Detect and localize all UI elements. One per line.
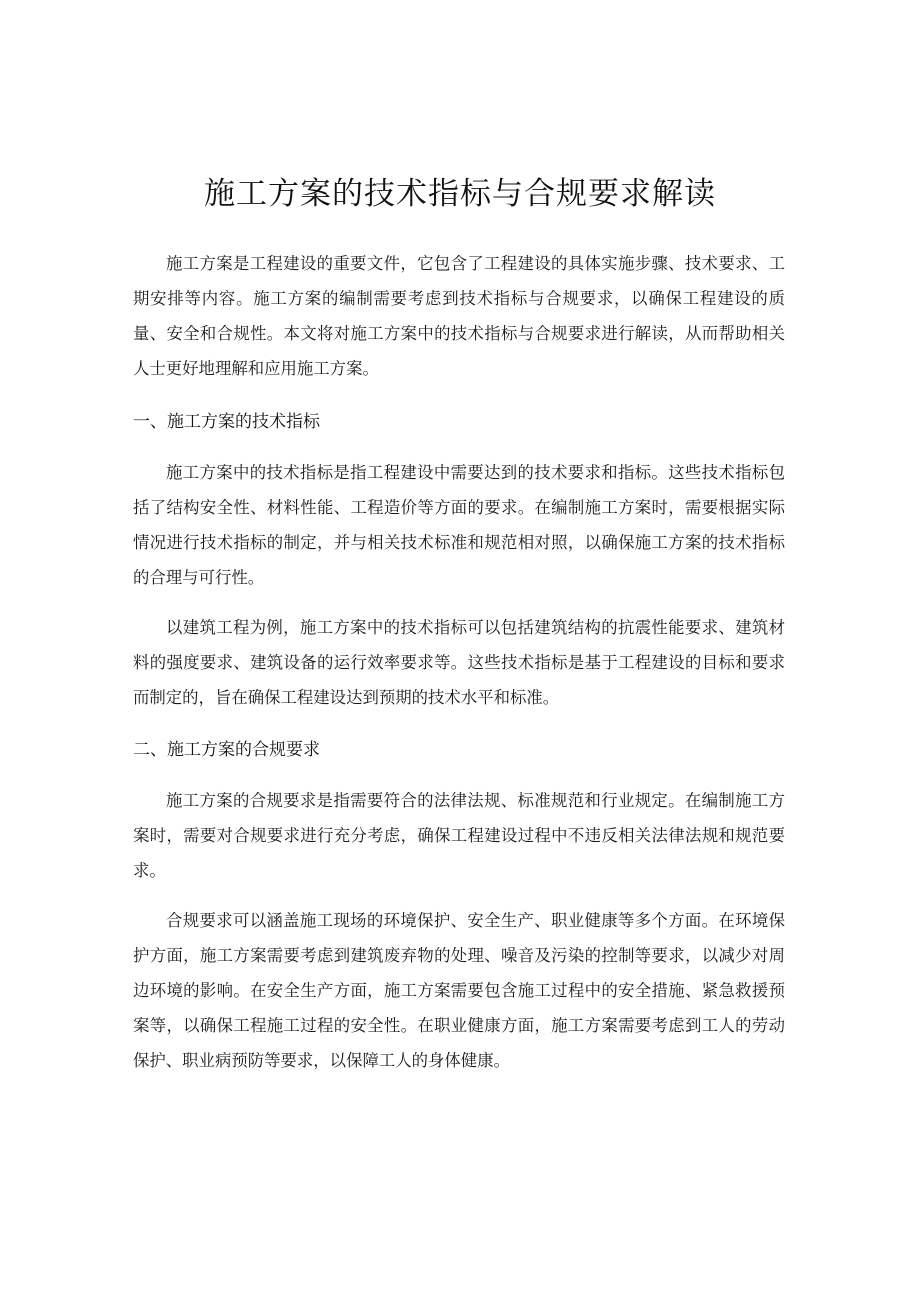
section-paragraph: 施工方案的合规要求是指需要符合的法律法规、标准规范和行业规定。在编制施工方案时，需要对合规要求进行充分考虑，确保工程建设过程中不违反相关法律法规和规范要求。 [133,791,785,880]
section-paragraph: 施工方案中的技术指标是指工程建设中需要达到的技术要求和指标。这些技术指标包括了结构安全性、材料性能、工程造价等方面的要求。在编制施工方案时，需要根据实际情况进行技术指标的制定，并与相关技术标准和规范相对照，以确保施工方案的技术指标的合理与可行性。 [133,463,785,587]
document-title: 施工方案的技术指标与合规要求解读 [204,176,716,212]
section-heading-compliance-requirements: 二、施工方案的合规要求 [133,740,320,760]
section-heading-technical-indicators: 一、施工方案的技术指标 [133,412,320,432]
section-paragraph: 以建筑工程为例，施工方案中的技术指标可以包括建筑结构的抗震性能要求、建筑材料的强度要求、建筑设备的运行效率要求等。这些技术指标是基于工程建设的目标和要求而制定的，旨在确保工程建设达到预期的技术水平和标准。 [133,618,785,707]
section-paragraph: 合规要求可以涵盖施工现场的环境保护、安全生产、职业健康等多个方面。在环境保护方面，施工方案需要考虑到建筑废弃物的处理、噪音及污染的控制等要求，以减少对周边环境的影响。在安全生产方面，施工方案需要包含施工过程中的安全措施、紧急救援预案等，以确保工程施工过程的安全性。在职业健康方面，施工方案需要考虑到工人的劳动保护、职业病预防等要求，以保障工人的身体健康。 [133,911,785,1070]
intro-paragraph: 施工方案是工程建设的重要文件，它包含了工程建设的具体实施步骤、技术要求、工期安排等内容。施工方案的编制需要考虑到技术指标与合规要求，以确保工程建设的质量、安全和合规性。本文将对施工方案中的技术指标与合规要求进行解读，从而帮助相关人士更好地理解和应用施工方案。 [133,254,785,378]
